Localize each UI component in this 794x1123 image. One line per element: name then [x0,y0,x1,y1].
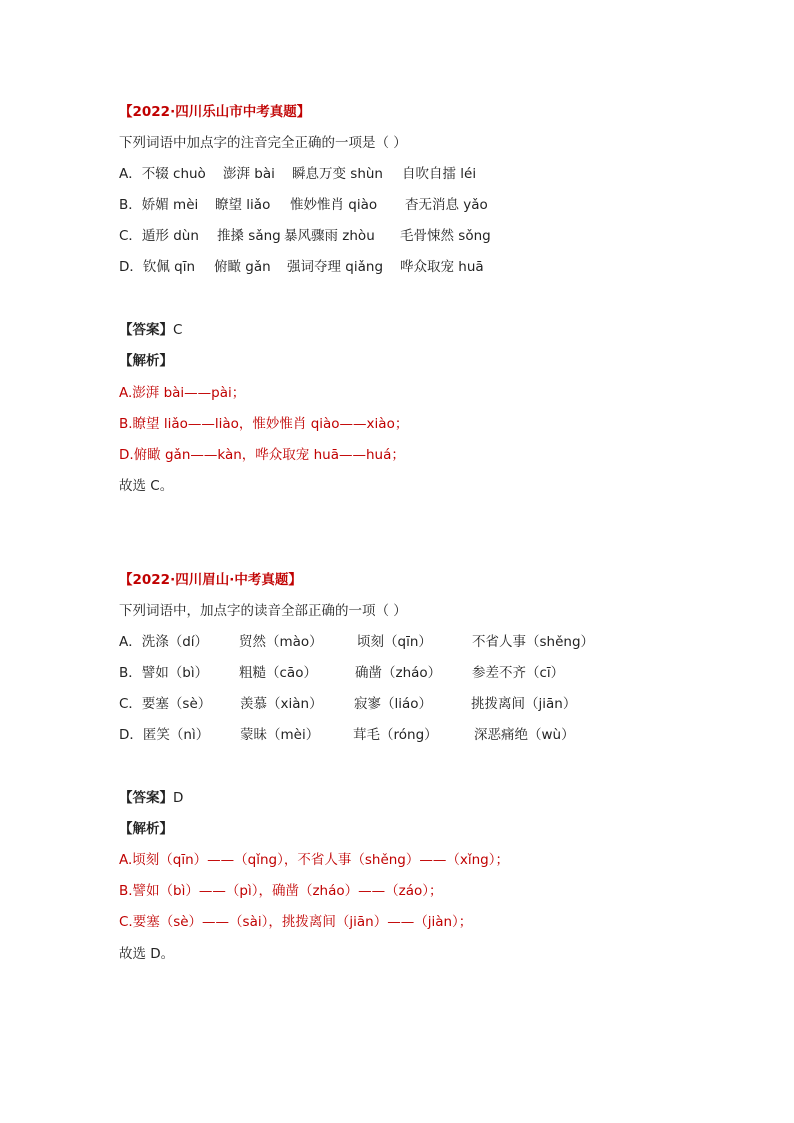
option-term: 瞬息万变 shùn [292,166,383,182]
question-2-analysis-line: B.譬如（bì）——（pì），确凿（zháo）——（záo）； [119,883,443,899]
option-term: D．匿笑（nì） [119,727,210,743]
question-1-conclusion: 故选 C。 [119,478,174,494]
question-2-analysis-line: C.要塞（sè）——（sài），挑拨离间（jiān）——（jiàn）； [119,914,473,930]
question-2-analysis-label: 【解析】 [119,821,173,837]
option-term: 粗糙（cāo） [239,665,317,681]
option-term: A．洗涤（dí） [119,634,209,650]
option-term: C．要塞（sè） [119,696,212,712]
option-term: 暴风骤雨 zhòu [284,228,375,244]
answer-value: C [173,322,183,338]
option-term: 瞭望 liǎo [215,197,271,213]
question-1-analysis-label: 【解析】 [119,353,173,369]
question-1-analysis-line: B.瞭望 liǎo——liào，惟妙惟肖 qiào——xiào； [119,416,409,432]
option-term: 强词夺理 qiǎng [287,259,384,275]
question-2-analysis-line: A.顷刻（qīn）——（qǐng），不省人事（shěng）——（xǐng）； [119,852,509,868]
answer-label: 【答案】 [119,790,173,806]
option-term: 澎湃 bài [223,166,275,182]
option-term: 不省人事（shěng） [472,634,595,650]
question-1-answer [119,321,182,339]
answer-label: 【答案】 [119,322,173,338]
question-2-conclusion: 故选 D。 [119,946,175,962]
option-term: 羡慕（xiàn） [240,696,323,712]
option-term: 蒙昧（mèi） [240,727,320,743]
option-term: B．娇媚 mèi [119,197,199,213]
question-2-answer [119,789,183,807]
option-term: 自吹自擂 léi [402,166,477,182]
option-term: 深恶痛绝（wù） [474,727,575,743]
option-term: 确凿（zháo） [355,665,442,681]
option-term: 俯瞰 gǎn [214,259,271,275]
option-term: 贸然（mào） [239,634,323,650]
option-term: 推搡 sǎng [217,228,281,244]
option-term: D．钦佩 qīn [119,259,196,275]
option-term: 顷刻（qīn） [357,634,432,650]
option-term: 哗众取宠 huā [400,259,484,275]
option-term: A．不辍 chuò [119,166,206,182]
option-term: 寂寥（liáo） [354,696,433,712]
option-term: 挑拨离间（jiān） [471,696,577,712]
option-term: 毛骨悚然 sǒng [400,228,491,244]
option-term: 杳无消息 yǎo [405,197,488,213]
question-1-analysis-line: A.澎湃 bài——pài； [119,385,246,401]
option-term: C．遁形 dùn [119,228,199,244]
question-1-header: 【2022·四川乐山市中考真题】 [119,104,311,120]
question-2-stem: 下列词语中，加点字的读音全部正确的一项（ ） [119,603,407,619]
question-2-header: 【2022·四川眉山·中考真题】 [119,572,302,588]
question-1-stem: 下列词语中加点字的注音完全正确的一项是（ ） [119,135,407,151]
option-term: B．譬如（bì） [119,665,209,681]
option-term: 茸毛（róng） [353,727,438,743]
answer-value: D [173,790,184,806]
question-1-analysis-line: D.俯瞰 gǎn——kàn，哗众取宠 huā——huá； [119,447,405,463]
option-term: 参差不齐（cī） [472,665,565,681]
option-term: 惟妙惟肖 qiào [290,197,378,213]
